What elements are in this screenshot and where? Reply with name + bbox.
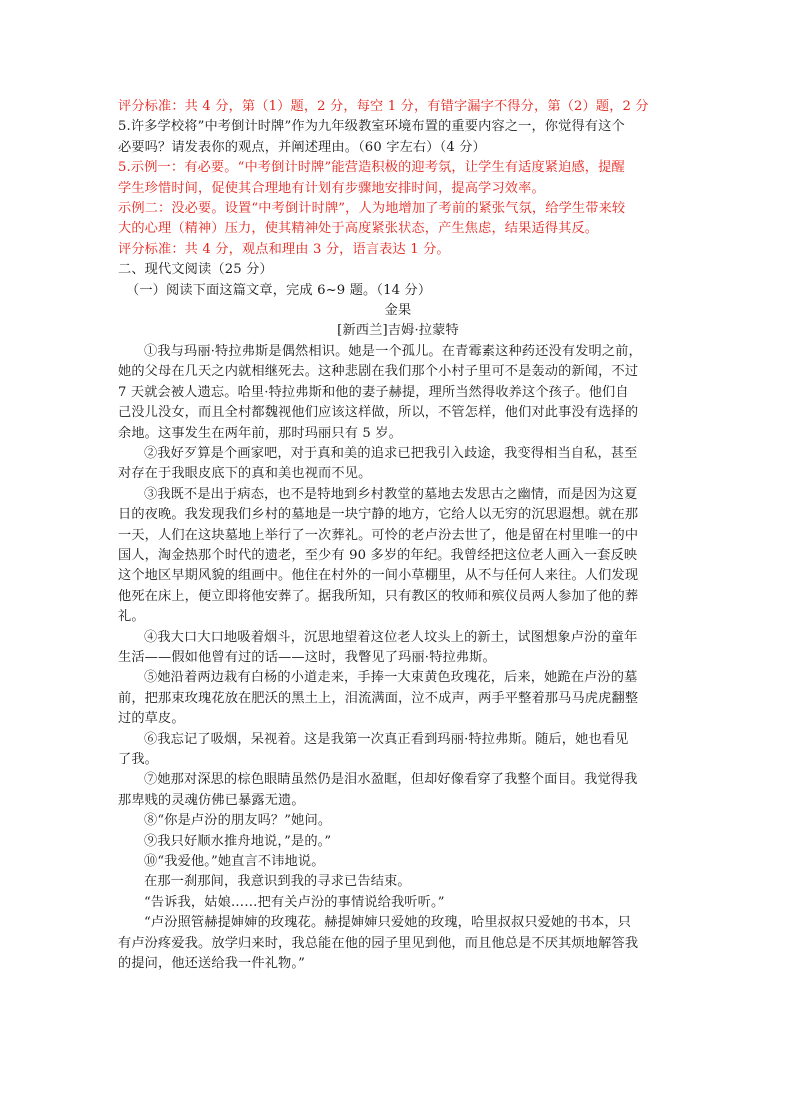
text-line: “告诉我，姑娘……把有关卢汾的事情说给我听听。” bbox=[144, 894, 445, 910]
text-line: 日的夜晚。我发现我们乡村的墓地是一块宁静的地方，它给人以无穷的沉思遐想。就在那 bbox=[118, 507, 639, 523]
text-line: 必要吗？请发表你的观点，并阐述理由。（60 字左右）（4 分） bbox=[118, 139, 486, 155]
text-line: ⑤她沿着两边栽有白杨的小道走来，手捧一大束黄色玫瑰花，后来，她跪在卢汾的墓 bbox=[144, 670, 638, 686]
document-page bbox=[118, 97, 678, 974]
answer-line: 5.示例一：有必要。“中考倒计时牌”能营造积极的迎考氛，让学生有适度紧迫感，提醒 bbox=[118, 160, 625, 176]
text-line: 这个地区早期风貌的组画中。他住在村外的一间小草棚里，从不与任何人来往。人们发现 bbox=[118, 568, 639, 584]
text-line: 对存在于我眼皮底下的真和美也视而不见。 bbox=[118, 466, 372, 482]
text-line: ⑨我只好顺水推舟地说，”是的。” bbox=[144, 833, 332, 849]
text-line: 5.许多学校将”中考倒计时牌”作为九年级教室环境布置的重要内容之一，你觉得有这个 bbox=[118, 119, 625, 135]
text-line: 的提问，他还送给我一件礼物。” bbox=[118, 956, 306, 972]
text-line: 了我。 bbox=[118, 752, 159, 767]
text-line: 她的父母在几天之内就相继死去。这种悲剧在我们那个小村子里可不是轰动的新闻，不过 bbox=[118, 364, 639, 380]
text-line: 一天，人们在这块墓地上举行了一次葬礼。可怜的老卢汾去世了，他是留在村里唯一的中 bbox=[118, 527, 639, 543]
text-line: ⑥我忘记了吸烟，呆视着。这是我第一次真正看到玛丽·特拉弗斯。随后，她也看见 bbox=[144, 731, 629, 747]
text-line: ④我大口大口地吸着烟斗，沉思地望着这位老人坟头上的新土，试图想象卢汾的童年 bbox=[144, 629, 638, 645]
text-line: ⑩“我爱他。”她直言不讳地说。 bbox=[144, 854, 325, 870]
text-line: 生活——假如他曾有过的话——这时，我瞥见了玛丽·特拉弗斯。 bbox=[118, 649, 496, 665]
text-line: 7 天就会被人遗忘。哈里·特拉弗斯和他的妻子赫提，理所当然得收养这个孩子。他们自 bbox=[118, 384, 629, 400]
text-line: ①我与玛丽·特拉弗斯是偶然相识。她是一个孤儿。在青霉素这种药还没有发明之前， bbox=[144, 343, 642, 359]
answer-line: 学生珍惜时间，促使其合理地有计划有步骤地安排时间，提高学习效率。 bbox=[118, 180, 545, 196]
answer-line: 大的心理（精神）压力，使其精神处于高度紧张状态，产生焦虑，结果适得其反。 bbox=[118, 221, 599, 237]
text-line: 余地。这事发生在两年前，那时玛丽只有 5 岁。 bbox=[118, 425, 402, 441]
text-line: 二、现代文阅读（25 分） bbox=[118, 262, 273, 278]
text-line: 那卑贱的灵魂仿佛已暴露无遗。 bbox=[118, 792, 305, 808]
text-line: “卢汾照管赫提婶婶的玫瑰花。赫提婶婶只爱她的玫瑰，哈里叔叔只爱她的书本，只 bbox=[144, 915, 632, 931]
text-line: （一）阅读下面这篇文章，完成 6~9 题。（14 分） bbox=[126, 282, 432, 298]
text-line: 他死在床上，便立即将他安葬了。据我所知，只有教区的牧师和殡仪员两人参加了他的葬 bbox=[118, 588, 639, 604]
article-title: 金果 bbox=[384, 303, 412, 319]
text-line: 过的草皮。 bbox=[118, 711, 185, 727]
text-line: ②我好歹算是个画家吧，对于真和美的追求已把我引入歧途，我变得相当自私，甚至 bbox=[144, 445, 638, 461]
text-line: 前，把那束玫瑰花放在肥沃的黑土上，泪流满面，泣不成声，两手平整着那马马虎虎翻整 bbox=[118, 690, 639, 706]
text-line: 有卢汾疼爱我。放学归来时，我总能在他的园子里见到他，而且他总是不厌其烦地解答我 bbox=[118, 935, 639, 951]
article-author: [新西兰]吉姆·拉蒙特 bbox=[337, 323, 459, 339]
text-line: 在那一刹那间，我意识到我的寻求已告结束。 bbox=[144, 874, 411, 890]
answer-line: 评分标准：共 4 分，观点和理由 3 分，语言表达 1 分。 bbox=[118, 241, 450, 257]
document-body bbox=[118, 97, 678, 974]
text-line: 国人，淘金热那个时代的遗老，至少有 90 多岁的年纪。我曾经把这位老人画入一套反映 bbox=[118, 547, 638, 563]
text-line: ⑧“你是卢汾的朋友吗？”她问。 bbox=[144, 813, 332, 829]
answer-line: 评分标准：共 4 分，第（1）题，2 分，每空 1 分，有错字漏字不得分，第（2）题，2 分 bbox=[118, 99, 649, 114]
text-line: 礼。 bbox=[118, 609, 145, 625]
text-line: ⑦她那对深思的棕色眼睛虽然仍是泪水盈眶，但却好像看穿了我整个面目。我觉得我 bbox=[144, 772, 638, 788]
answer-line: 示例二：没必要。设置“中考倒计时牌”，人为地增加了考前的紧张气氛，给学生带来较 bbox=[118, 201, 626, 217]
text-line: ③我既不是出于病态，也不是特地到乡村教堂的墓地去发思古之幽情，而是因为这夏 bbox=[144, 486, 638, 502]
text-line: 己没儿没女，而且全村都魏视他们应该这样做，所以，不管怎样，他们对此事没有选择的 bbox=[118, 405, 639, 421]
